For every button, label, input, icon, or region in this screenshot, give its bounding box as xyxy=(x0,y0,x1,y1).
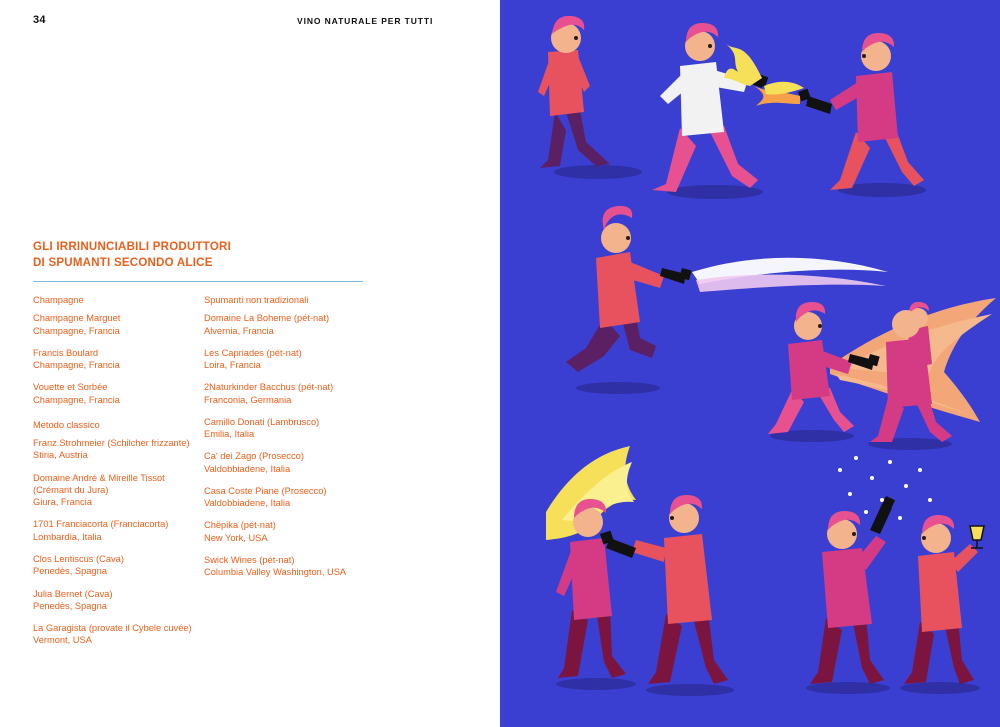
page-title xyxy=(33,240,363,271)
producer-location: Valdobbiadene, Italia xyxy=(204,498,291,509)
producer-location: Champagne, Francia xyxy=(33,325,120,336)
running-head: VINO NATURALE PER TUTTI xyxy=(297,16,434,26)
producer-name: Swick Wines (pét-nat) xyxy=(204,554,295,565)
list-item xyxy=(33,518,193,543)
producer-name: 1701 Franciacorta (Franciacorta) xyxy=(33,519,169,530)
list-item xyxy=(33,553,193,578)
list-item xyxy=(204,312,364,337)
page-title-line2: DI SPUMANTI SECONDO ALICE xyxy=(33,256,213,269)
producer-location: Emilia, Italia xyxy=(204,429,255,440)
producer-name: Ca' dei Zago (Prosecco) xyxy=(204,451,304,462)
producer-location: Stiria, Austria xyxy=(33,450,88,461)
producer-location: Champagne, Francia xyxy=(33,394,120,405)
list-item xyxy=(204,416,364,441)
list-item xyxy=(33,472,193,509)
section-heading-metodo-classico: Metodo classico xyxy=(33,419,100,430)
producer-name: Camillo Donati (Lambrusco) xyxy=(204,416,320,427)
producer-name: Les Capriades (pét-nat) xyxy=(204,347,302,358)
producer-name: Domaine La Boheme (pét-nat) xyxy=(204,313,330,324)
producer-location: Loira, Francia xyxy=(204,360,261,371)
list-item xyxy=(33,622,193,647)
illustration-svg xyxy=(500,0,1000,727)
producer-name: Casa Coste Piane (Prosecco) xyxy=(204,485,327,496)
producer-list xyxy=(33,294,373,694)
producer-location: New York, USA xyxy=(204,532,268,543)
illustration-panel xyxy=(500,0,1000,727)
list-item xyxy=(33,347,193,372)
producer-location: Giura, Francia xyxy=(33,497,92,508)
list-item xyxy=(204,485,364,510)
list-item xyxy=(204,347,364,372)
list-item xyxy=(33,312,193,337)
producer-location: Franconia, Germania xyxy=(204,394,292,405)
page-title-line1: GLI IRRINUNCIABILI PRODUTTORI xyxy=(33,241,232,253)
producer-column-right xyxy=(204,294,364,589)
producer-location: Vermont, USA xyxy=(33,635,92,646)
producer-name: Champagne Marguet xyxy=(33,313,121,324)
section-heading-spumanti-non-tradizionali: Spumanti non tradizionali xyxy=(204,295,309,305)
producer-name: 2Naturkinder Bacchus (pét-nat) xyxy=(204,382,334,393)
page-number: 34 xyxy=(33,14,46,26)
producer-location: Lombardia, Italia xyxy=(33,531,102,542)
producer-name: Chëpika (pét-nat) xyxy=(204,520,276,531)
producer-column-left xyxy=(33,294,193,657)
producer-location: Columbia Valley Washington, USA xyxy=(204,567,347,578)
producer-name: Clos Lentiscus (Cava) xyxy=(33,553,124,564)
title-divider xyxy=(33,281,363,282)
producer-name: Domaine André & Mireille Tissot (Crémant du Jura) xyxy=(33,472,165,495)
producer-name: Franz Strohmeier (Schilcher frizzante) xyxy=(33,438,190,449)
producer-name: Francis Boulard xyxy=(33,347,99,358)
list-item xyxy=(204,519,364,544)
producer-location: Valdobbiadene, Italia xyxy=(204,463,291,474)
producer-name: Vouette et Sorbée xyxy=(33,382,108,393)
producer-location: Alvernia, Francia xyxy=(204,325,274,336)
list-item xyxy=(204,554,364,579)
producer-location: Penedès, Spagna xyxy=(33,600,107,611)
producer-location: Champagne, Francia xyxy=(33,360,120,371)
section-heading-champagne: Champagne xyxy=(33,295,84,305)
producer-name: Julia Bernet (Cava) xyxy=(33,588,113,599)
list-item xyxy=(33,437,193,462)
list-item xyxy=(33,381,193,406)
list-item xyxy=(204,450,364,475)
list-item xyxy=(204,381,364,406)
list-item xyxy=(33,588,193,613)
producer-location: Penedès, Spagna xyxy=(33,566,107,577)
producer-name: La Garagista (provate il Cybele cuvée) xyxy=(33,623,192,634)
